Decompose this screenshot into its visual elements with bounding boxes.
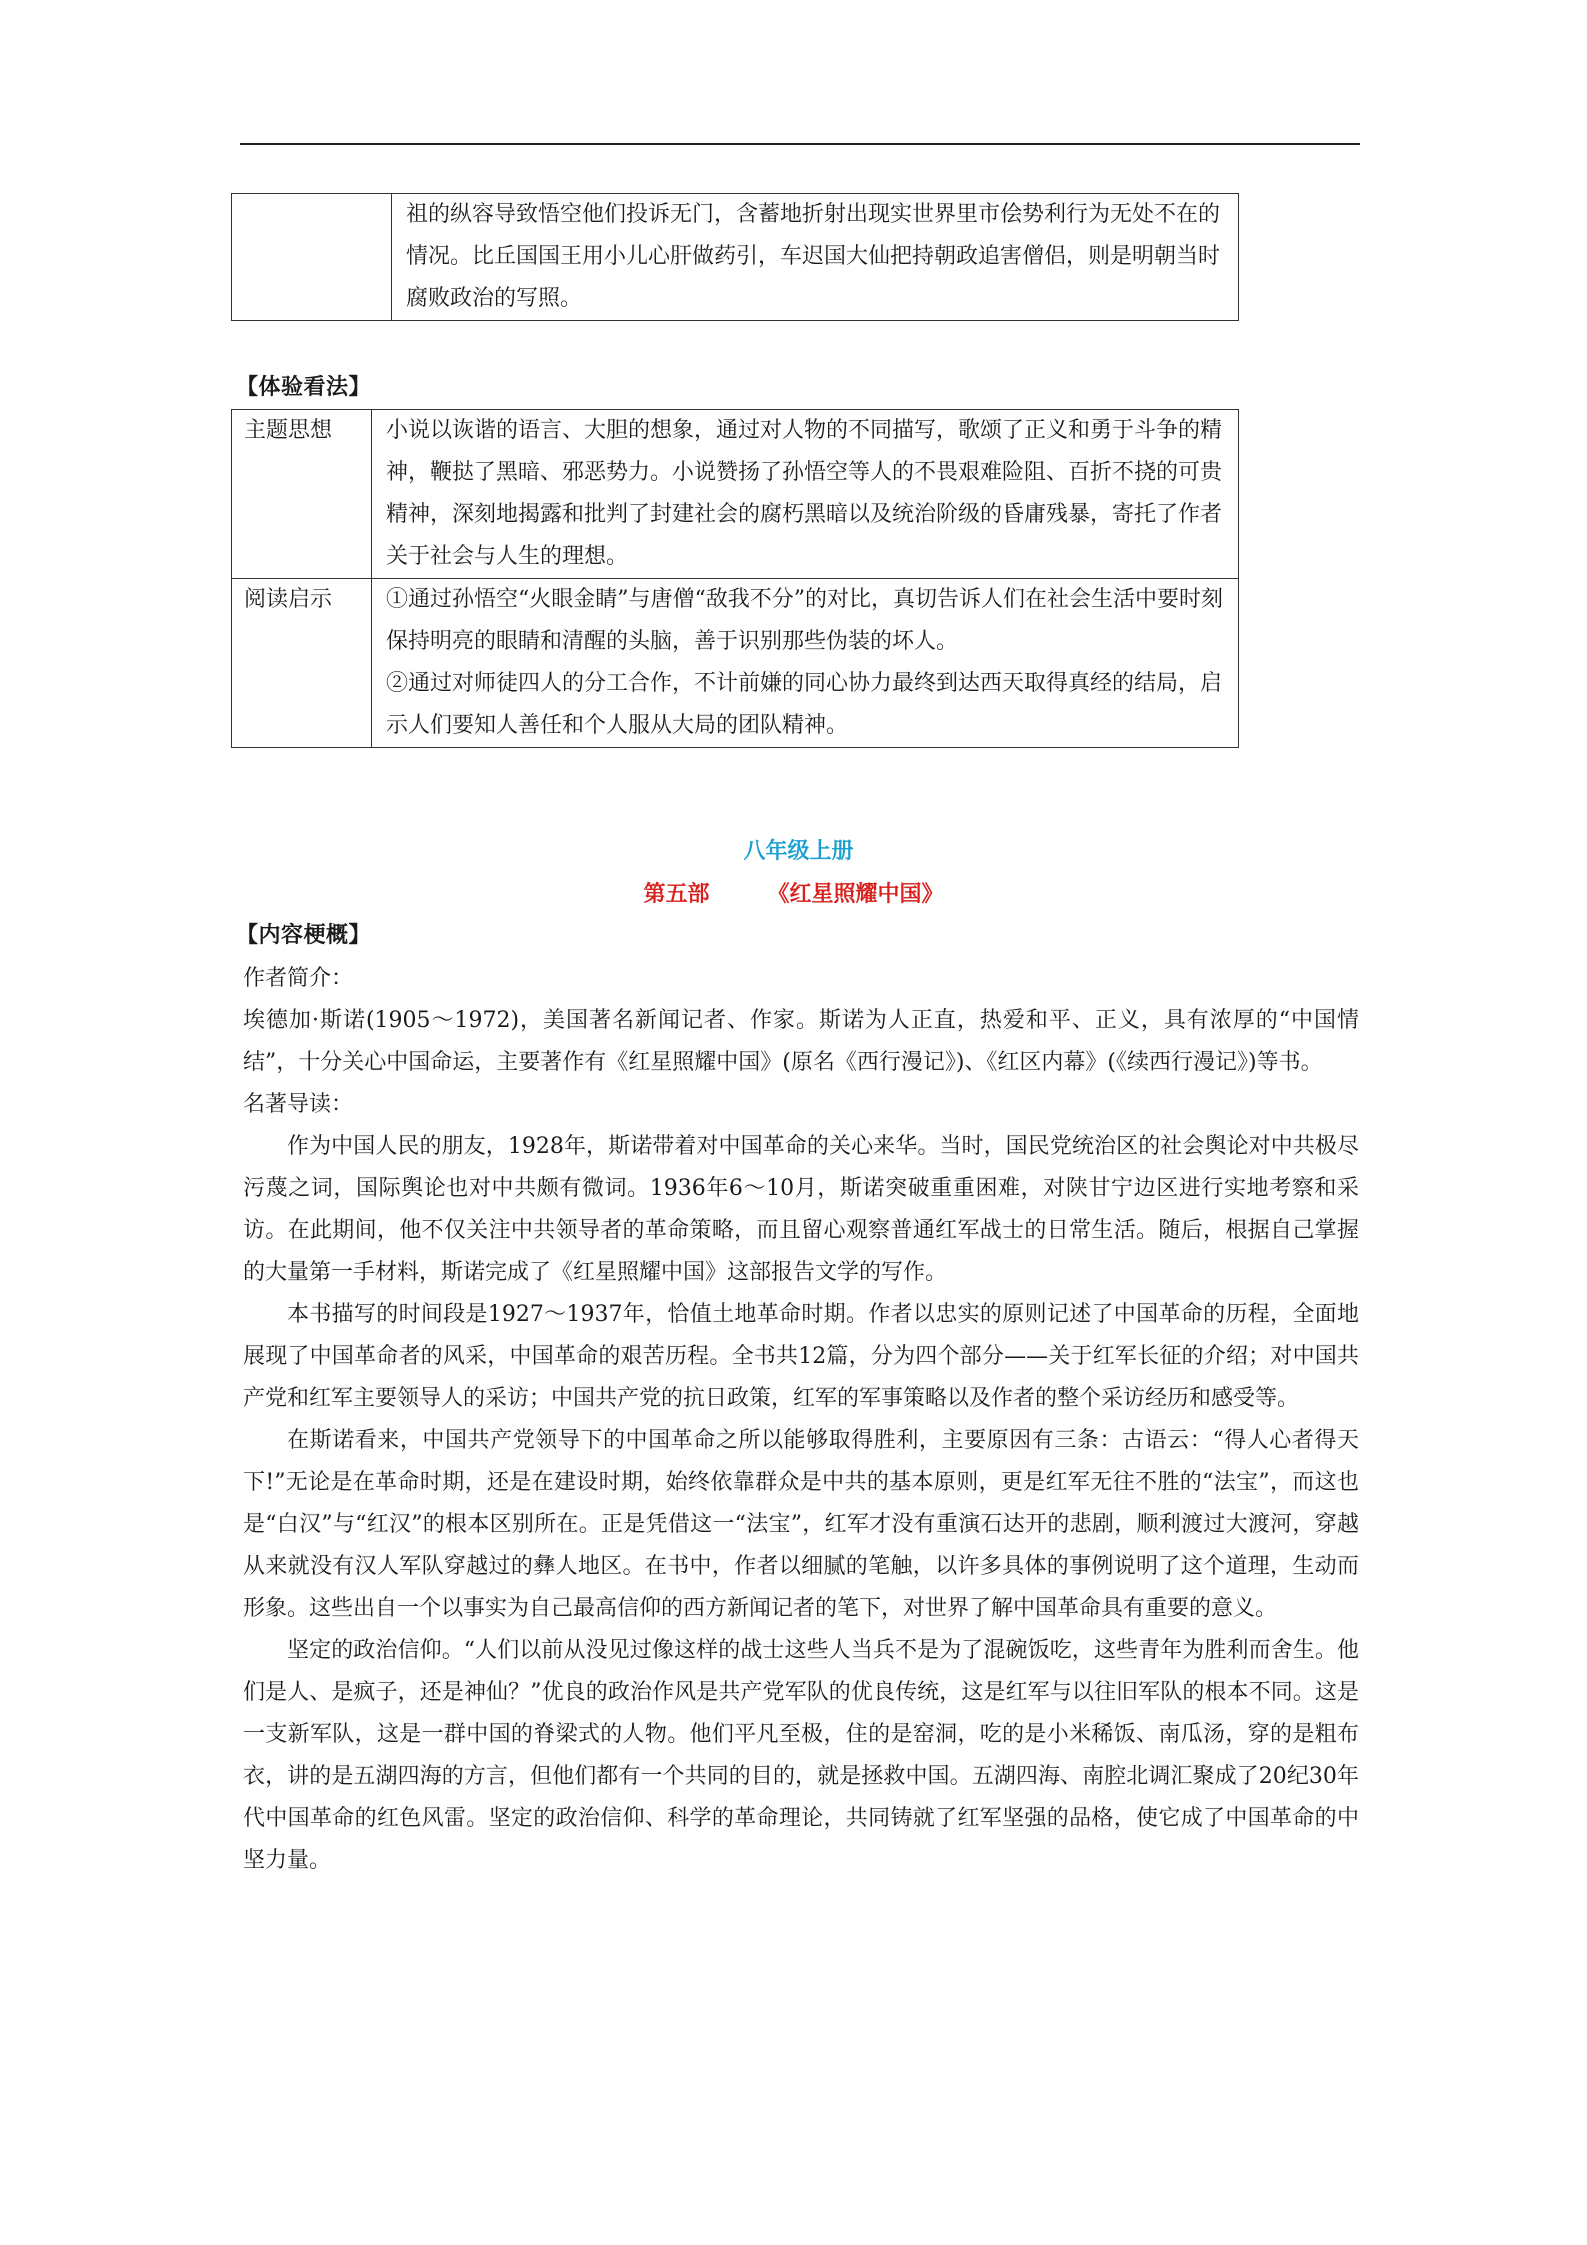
author-paragraph: 埃德加·斯诺(1905～1972)，美国著名新闻记者、作家。斯诺为人正直，热爱和平、正义，具有浓厚的“中国情结”，十分关心中国命运，主要著作有《红星照耀中国》(原名《西行漫记》)、《红区内幕》(《续西行漫记》)等书。 <box>243 1008 1359 1075</box>
author-label: 作者简介： <box>243 966 354 991</box>
table-row <box>232 410 1239 579</box>
guide-label: 名著导读： <box>243 1092 354 1117</box>
table-label-cell <box>232 194 392 321</box>
row-content-theme <box>372 410 1239 579</box>
header-rule <box>240 143 1360 145</box>
grade-heading: 八年级上册 <box>743 838 854 864</box>
body-paragraph: 在斯诺看来，中国共产党领导下的中国革命之所以能够取得胜利，主要原因有三条：古语云：“得人心者得天下!”无论是在革命时期，还是在建设时期，始终依靠群众是中共的基本原则，更是红军无往不胜的“法宝”，而这也是“白汉”与“红汉”的根本区别所在。正是凭借这一“法宝”，红军才没有重演石达开的悲剧，顺利渡过大渡河，穿越从来就没有汉人军队穿越过的彝人地区。在书中，作者以细腻的笔触，以许多具体的事例说明了这个道理，生动而形象。这些出自一个以事实为自己最高信仰的西方新闻记者的笔下，对世界了解中国革命具有重要的意义。 <box>243 1428 1359 1621</box>
book-title: 《红星照耀中国》 <box>767 881 944 907</box>
experience-table <box>231 409 1239 748</box>
row-content-inspiration <box>372 579 1239 748</box>
row-label-theme: 主题思想 <box>232 410 372 579</box>
table-paragraph: 祖的纵容导致悟空他们投诉无门，含蓄地折射出现实世界里市侩势利行为无处不在的情况。比丘国国王用小儿心肝做药引，车迟国大仙把持朝政追害僧侣，则是明朝当时腐败政治的写照。 <box>406 202 1221 311</box>
summary-body <box>243 958 1359 1882</box>
section-heading-experience: 【体验看法】 <box>236 374 372 400</box>
part-heading <box>0 877 1587 908</box>
row-label-inspiration: 阅读启示 <box>232 579 372 748</box>
table-content-cell <box>392 194 1239 321</box>
table-paragraph: ②通过对师徒四人的分工合作，不计前嫌的同心协力最终到达西天取得真经的结局，启示人们要知人善任和个人服从大局的团队精神。 <box>386 671 1223 738</box>
part-number: 第五部 <box>643 881 710 907</box>
table-row <box>232 194 1239 321</box>
body-paragraph: 坚定的政治信仰。“人们以前从没见过像这样的战士这些人当兵不是为了混碗饭吃，这些青年为胜利而舍生。他们是人、是疯子，还是神仙？”优良的政治作风是共产党军队的优良传统，这是红军与以往旧军队的根本不同。这是一支新军队，这是一群中国的脊梁式的人物。他们平凡至极，住的是窑洞，吃的是小米稀饭、南瓜汤，穿的是粗布衣，讲的是五湖四海的方言，但他们都有一个共同的目的，就是拯救中国。五湖四海、南腔北调汇聚成了20纪30年代中国革命的红色风雷。坚定的政治信仰、科学的革命理论，共同铸就了红军坚强的品格，使它成了中国革命的中坚力量。 <box>243 1638 1359 1873</box>
table-paragraph: ①通过孙悟空“火眼金睛”与唐僧“敌我不分”的对比，真切告诉人们在社会生活中要时刻保持明亮的眼睛和清醒的头脑，善于识别那些伪装的坏人。 <box>386 587 1223 654</box>
body-paragraph: 作为中国人民的朋友，1928年，斯诺带着对中国革命的关心来华。当时，国民党统治区的社会舆论对中共极尽污蔑之词，国际舆论也对中共颇有微词。1936年6～10月，斯诺突破重重困难，对陕甘宁边区进行实地考察和采访。在此期间，他不仅关注中共领导者的革命策略，而且留心观察普通红军战士的日常生活。随后，根据自己掌握的大量第一手材料，斯诺完成了《红星照耀中国》这部报告文学的写作。 <box>243 1134 1359 1285</box>
continuation-table <box>231 193 1239 321</box>
section-heading-summary: 【内容梗概】 <box>236 922 372 948</box>
table-paragraph: 小说以诙谐的语言、大胆的想象，通过对人物的不同描写，歌颂了正义和勇于斗争的精神，鞭挞了黑暗、邪恶势力。小说赞扬了孙悟空等人的不畏艰难险阻、百折不挠的可贵精神，深刻地揭露和批判了封建社会的腐朽黑暗以及统治阶级的昏庸残暴，寄托了作者关于社会与人生的理想。 <box>386 418 1223 569</box>
body-paragraph: 本书描写的时间段是1927～1937年，恰值土地革命时期。作者以忠实的原则记述了中国革命的历程，全面地展现了中国革命者的风采，中国革命的艰苦历程。全书共12篇，分为四个部分——关于红军长征的介绍；对中国共产党和红军主要领导人的采访；中国共产党的抗日政策，红军的军事策略以及作者的整个采访经历和感受等。 <box>243 1302 1359 1411</box>
table-row <box>232 579 1239 748</box>
